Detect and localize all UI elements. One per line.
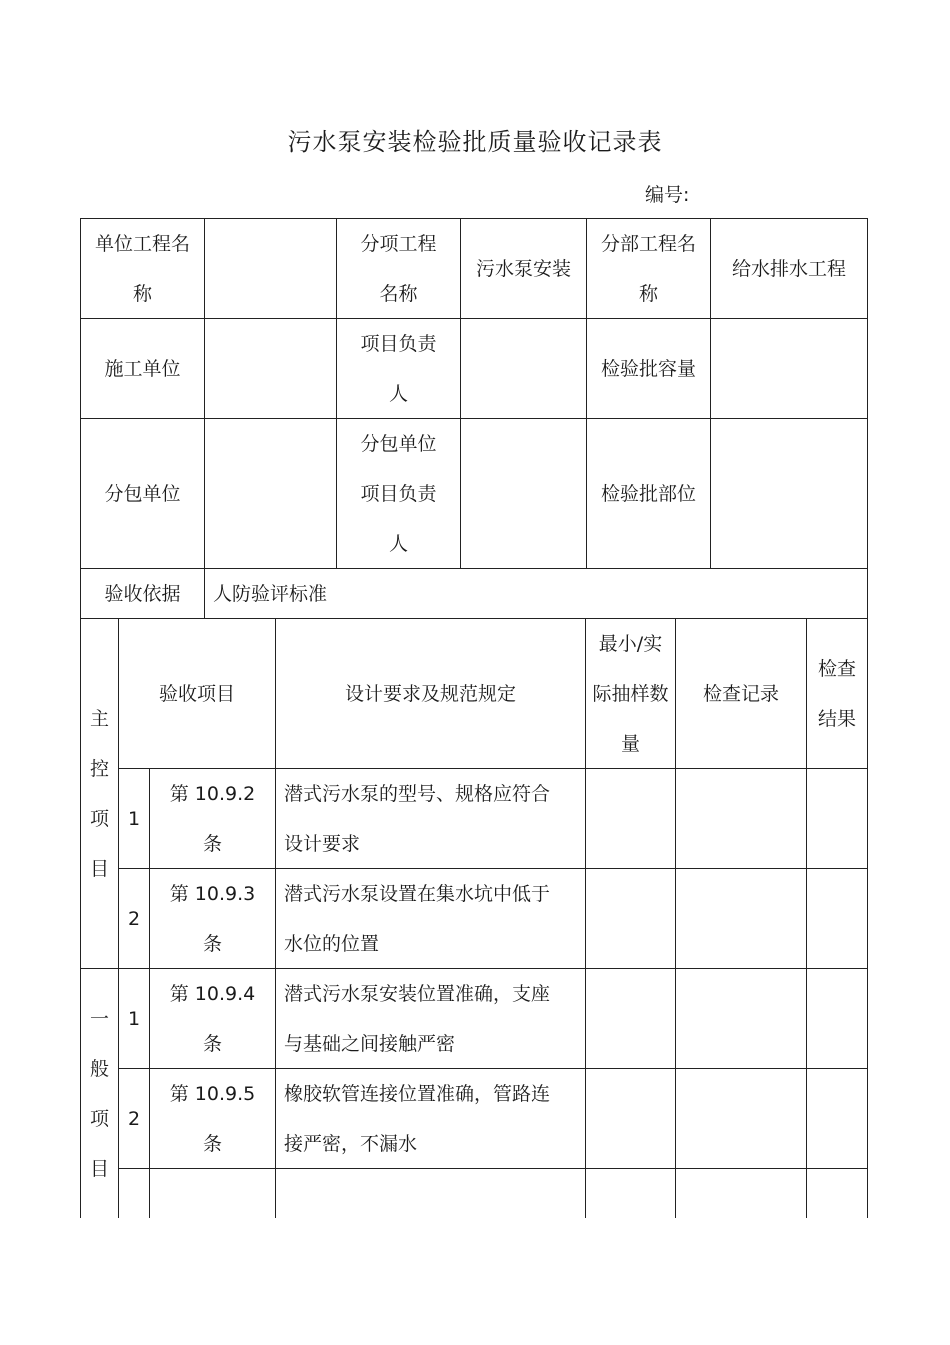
division-label: 分部工程名称 xyxy=(600,232,696,305)
row-number: 2 xyxy=(127,907,141,930)
clause-ref: 第 10.9.3 条 xyxy=(169,882,256,955)
subcontractor-value[interactable] xyxy=(205,419,336,568)
subcontractor-label: 分包单位 xyxy=(104,482,181,505)
batch-capacity-label: 检验批容量 xyxy=(600,357,696,380)
column-requirement-header: 设计要求及规范规定 xyxy=(344,682,516,705)
result-cell[interactable] xyxy=(807,769,867,868)
unit-project-label: 单位工程名称 xyxy=(94,232,190,305)
row-number: 1 xyxy=(127,1007,141,1030)
record-cell[interactable] xyxy=(676,969,806,1068)
basis-value[interactable]: 人防验评标准 xyxy=(213,582,328,605)
result-cell[interactable] xyxy=(807,869,867,968)
sample-cell[interactable] xyxy=(586,869,675,968)
sub-item-value[interactable]: 污水泵安装 xyxy=(475,257,571,280)
sub-item-label: 分项工程名称 xyxy=(360,232,437,305)
constructor-value[interactable] xyxy=(205,319,336,418)
column-item-header: 验收项目 xyxy=(158,682,235,705)
project-lead-label: 项目负责人 xyxy=(360,332,437,405)
sample-cell[interactable] xyxy=(586,1069,675,1168)
result-cell[interactable] xyxy=(807,969,867,1068)
requirement-text: 潜式污水泵设置在集水坑中低于水位的位置 xyxy=(284,882,551,955)
division-value[interactable]: 给水排水工程 xyxy=(731,257,846,280)
sub-lead-value[interactable] xyxy=(461,419,586,568)
unit-project-value[interactable] xyxy=(205,219,336,318)
row-number: 2 xyxy=(127,1107,141,1130)
batch-capacity-value[interactable] xyxy=(711,319,867,418)
sub-lead-label: 分包单位项目负责人 xyxy=(360,432,437,555)
requirement-text: 潜式污水泵安装位置准确，支座与基础之间接触严密 xyxy=(284,982,551,1055)
column-record-header: 检查记录 xyxy=(702,682,779,705)
batch-location-label: 检验批部位 xyxy=(600,482,696,505)
sample-cell[interactable] xyxy=(586,769,675,868)
project-lead-value[interactable] xyxy=(461,319,586,418)
clause-ref: 第 10.9.5 条 xyxy=(169,1082,256,1155)
result-cell[interactable] xyxy=(807,1069,867,1168)
record-cell[interactable] xyxy=(676,1069,806,1168)
clause-ref: 第 10.9.4 条 xyxy=(169,982,256,1055)
sample-cell[interactable] xyxy=(586,969,675,1068)
column-sample-header: 最小/实际抽样数量 xyxy=(592,632,669,755)
constructor-label: 施工单位 xyxy=(104,357,181,380)
clause-ref: 第 10.9.2 条 xyxy=(169,782,256,855)
record-cell[interactable] xyxy=(676,769,806,868)
column-result-header: 检查结果 xyxy=(817,657,856,730)
basis-label: 验收依据 xyxy=(104,582,181,605)
requirement-text: 潜式污水泵的型号、规格应符合设计要求 xyxy=(284,782,551,855)
serial-number-label: 编号: xyxy=(645,184,690,206)
batch-location-value[interactable] xyxy=(711,419,867,568)
requirement-text: 橡胶软管连接位置准确，管路连接严密，不漏水 xyxy=(284,1082,551,1155)
record-cell[interactable] xyxy=(676,869,806,968)
main-control-group-label: 主控项目 xyxy=(89,707,109,880)
page-title: 污水泵安装检验批质量验收记录表 xyxy=(287,128,663,156)
general-group-label: 一般项目 xyxy=(89,1007,109,1180)
row-number: 1 xyxy=(127,807,141,830)
